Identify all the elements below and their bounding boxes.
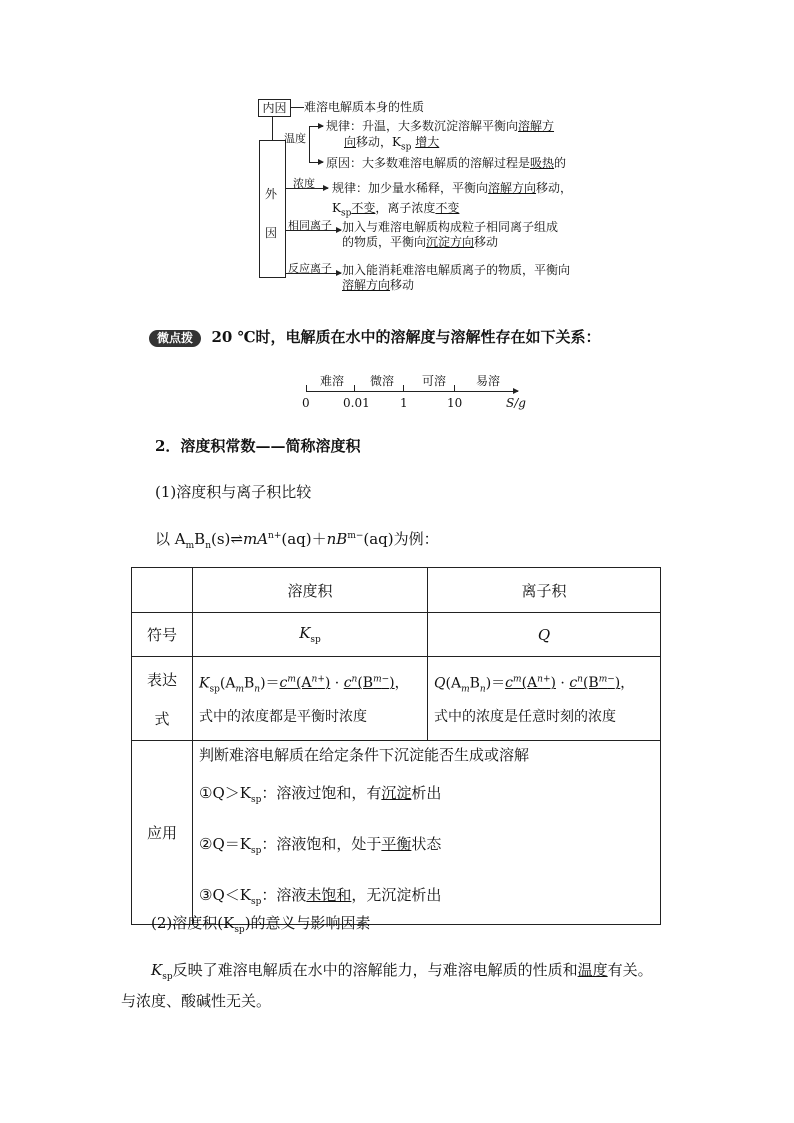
application-content: [193, 741, 661, 925]
row-label-symbol: 符号: [132, 613, 193, 657]
subsection-1: (1)溶度积与离子积比较: [155, 483, 312, 501]
reaction-ion-line2: 溶解方向移动: [342, 278, 415, 292]
scale-tick-3: 1: [400, 396, 408, 410]
row-label-expression: 表达 式: [132, 657, 193, 741]
comparison-table: [131, 567, 661, 925]
temp-reason: 原因：大多数难溶电解质的溶解过程是吸热的: [326, 156, 567, 170]
temp-rule: 规律：升温，大多数沉淀溶解平衡向溶解方: [326, 119, 555, 133]
temperature-label: 温度: [284, 132, 306, 145]
row-label-application: 应用: [132, 741, 193, 925]
scale-axis-label: S/g: [506, 396, 526, 410]
application-item-1: $①Q>K_{sp}$：溶液过饱和，有沉淀析出: [199, 784, 442, 805]
table-header-ksp: 溶度积: [193, 568, 428, 613]
common-ion-line1: 加入与难溶电解质构成粒子相同离子组成: [342, 220, 559, 234]
reaction-ion-label: 反应离子: [288, 262, 332, 275]
application-intro: 判断难溶电解质在给定条件下沉淀能否生成或溶解: [199, 746, 530, 764]
inner-factor-label: 内因: [262, 101, 287, 115]
inner-factor-box: [258, 99, 291, 117]
section-heading: 2．溶度积常数——简称溶度积: [155, 437, 361, 455]
ksp-symbol: $K_{sp}$: [193, 613, 428, 657]
conc-rule-2: $K_{sp}$不变，离子浓度不变: [332, 201, 460, 219]
scale-region-2: 微溶: [370, 374, 395, 388]
common-ion-line2: 的物质，平衡向沉淀方向移动: [342, 235, 499, 249]
ksp-paragraph-line2: 与浓度、酸碱性无关。: [121, 992, 272, 1010]
example-equation: 以 $A_mB_n(s)\rightleftharpoons mA^{n+}(aq)+nB^{m-}(aq)$为例：: [155, 530, 439, 551]
q-expression: $Q(A_mB_n)=c^m(A^{n+}) \cdot c^n(B^{m-})$， 式中的浓度是任意时刻的浓度: [428, 657, 661, 741]
scale-tick-4: 10: [447, 396, 463, 410]
outer-factor-char-2: 因: [265, 226, 278, 240]
conc-rule: 规律：加少量水稀释，平衡向溶解方向移动，: [332, 181, 573, 195]
micro-tip-badge: 微点拨: [149, 330, 201, 347]
application-item-3: $③Q<K_{sp}$：溶液未饱和，无沉淀析出: [199, 886, 442, 907]
scale-region-4: 易溶: [476, 374, 501, 388]
table-header-empty: [132, 568, 193, 613]
reaction-ion-line1: 加入能消耗难溶电解质离子的物质，平衡向: [342, 263, 571, 277]
concentration-label: 浓度: [293, 177, 315, 190]
scale-tick-2: 0.01: [343, 396, 370, 410]
ksp-expression: $K_{sp}(A_mB_n)=c^m(A^{n+}) \cdot c^n(B^{m-})$， 式中的浓度都是平衡时浓度: [193, 657, 428, 741]
subsection-2: (2)溶度积$(K_{sp})$的意义与影响因素: [151, 914, 371, 935]
application-item-2: $②Q=K_{sp}$：溶液饱和，处于平衡状态: [199, 835, 442, 856]
scale-axis: [306, 391, 518, 392]
outer-factor-box: [259, 140, 286, 278]
q-symbol: Q: [428, 613, 661, 657]
micro-tip: [149, 327, 601, 347]
scale-tick-1: 0: [302, 396, 310, 410]
scale-region-1: 难溶: [320, 374, 345, 388]
scale-region-3: 可溶: [422, 374, 447, 388]
micro-tip-text: 20 ℃时，电解质在水中的溶解度与溶解性存在如下关系：: [211, 328, 601, 346]
inner-factor-desc: 难溶电解质本身的性质: [304, 100, 425, 114]
ksp-paragraph: $K_{sp}$反映了难溶电解质在水中的溶解能力，与难溶电解质的性质和温度有关。: [151, 961, 653, 982]
temp-rule-2: 向移动，$K_{sp}$ 增大: [344, 135, 440, 153]
outer-factor-char-1: 外: [265, 187, 278, 201]
table-header-q: 离子积: [428, 568, 661, 613]
common-ion-label: 相同离子: [288, 219, 332, 232]
